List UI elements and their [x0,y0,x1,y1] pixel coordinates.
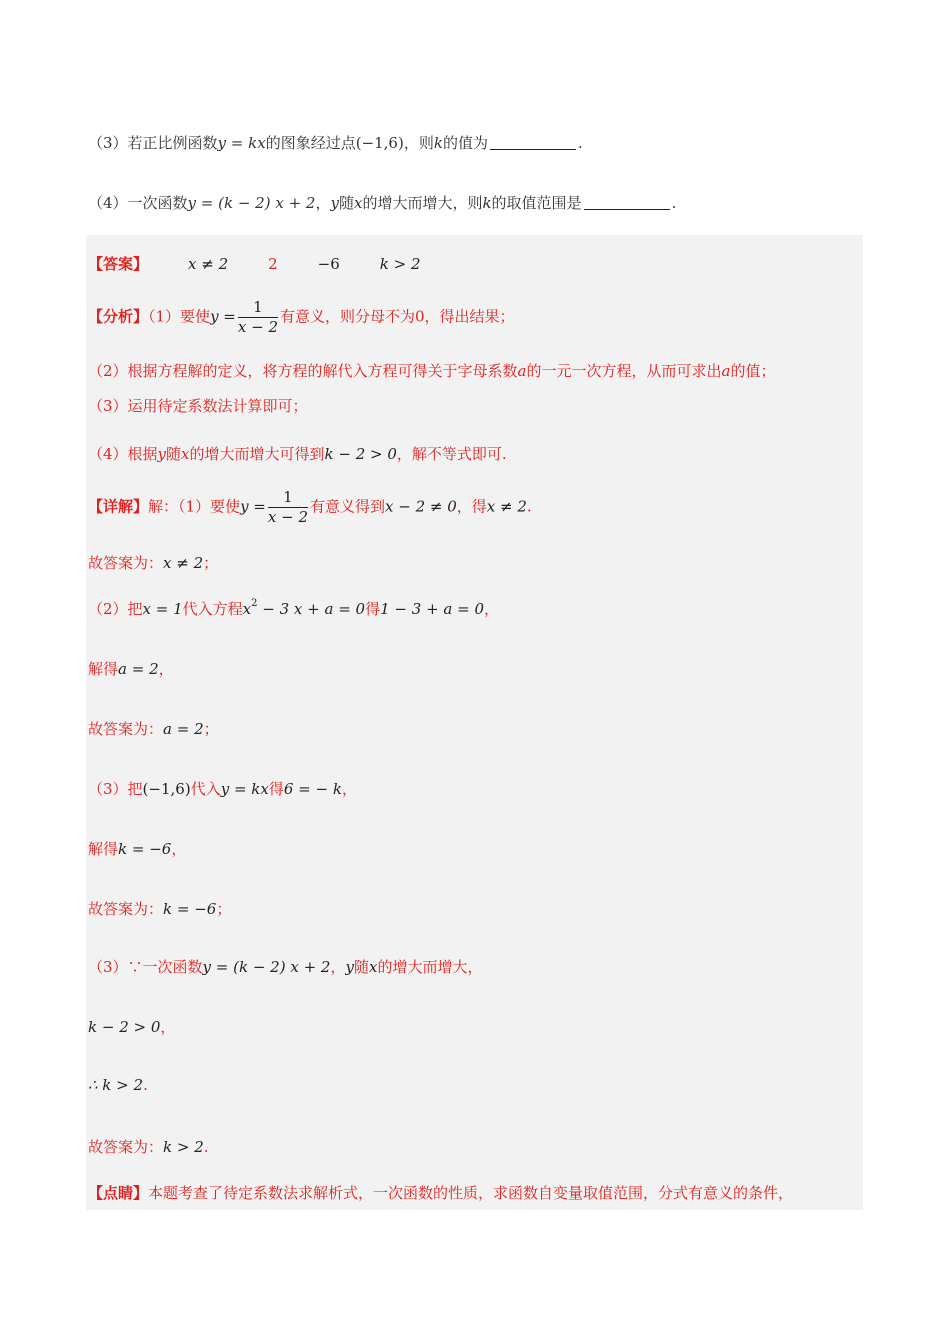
detail-d3-ans: k = −6 [163,900,217,918]
detail-d4-l3: ∴ k > 2 [88,1076,144,1094]
analysis-l2-mid: 的一元一次方程，从而可求出 [526,362,722,380]
q4-end: 的取值范围是 [491,194,582,212]
analysis-fraction [238,300,278,335]
detail-fraction [268,490,308,525]
q4-y: y [330,194,339,212]
q4-answer-blank [584,195,670,210]
analysis-line-2 [88,360,775,381]
detail-d4-ans: k > 2 [163,1138,204,1156]
comment-tag: 【点睛】 [88,1184,149,1202]
answer-1: x ≠ 2 [188,255,229,273]
detail-d2-ans: a = 2 [163,720,204,738]
analysis-line-4 [88,443,507,464]
detail-d1-ans: x ≠ 2 [163,554,204,572]
q4-mid2: 的增大而增大，则 [362,194,483,212]
analysis-l4-mid2: 的增大而增大可得到 [189,445,325,463]
detail-d4-y: y [345,958,354,976]
detail-d2-pre: （2）把 [88,600,143,618]
detail-d4-comma: ， [330,958,346,976]
detail-answer-2 [88,718,219,739]
analysis-l4-end: ，解不等式即可. [396,445,507,463]
detail-d1-end: . [526,497,532,516]
q4-equation: y = (k − 2) x + 2 [187,194,316,212]
q3-end: 的值为 [442,134,488,152]
analysis-l3: （3）运用待定系数法计算即可； [88,397,308,415]
analysis-line-1 [88,300,515,335]
detail-d2-eqa: x [242,600,252,618]
detail-line-4b [88,1016,175,1037]
detail-d2-solve: a = 2 [118,660,159,678]
detail-d2-eq2: 1 − 3 + a = 0 [380,600,484,618]
detail-d4-l2-end: ， [160,1018,176,1036]
detail-d4-l2: k − 2 > 0 [88,1018,161,1036]
detail-line-4 [88,956,482,977]
analysis-l1-eq: y = [210,307,236,326]
detail-fraction-denominator: x − 2 [267,508,308,526]
answer-4: k > 2 [379,255,421,273]
detail-d4-l3-end: . [143,1076,148,1094]
analysis-l4-y: y [157,445,167,463]
analysis-l1-pre: （1）要使 [148,307,211,326]
q3-answer-blank [490,135,576,150]
detail-line-1 [88,490,532,525]
detail-d2-sup: 2 [251,598,258,609]
answer-tag: 【答案】 [88,255,149,273]
analysis-line-3 [88,395,308,416]
detail-d4-mid: 随 [353,958,369,976]
detail-line-3 [88,778,357,799]
detail-answer-4 [88,1136,209,1157]
q3-point: (−1,6) [355,134,404,152]
comment-text: 本题考查了待定系数法求解析式，一次函数的性质，求函数自变量取值范围，分式有意义的条件， [148,1184,794,1202]
detail-d3-solve: k = −6 [118,840,172,858]
analysis-l4-x: x [181,445,190,463]
detail-d3-eq: y = kx [220,780,269,798]
detail-d1-eq: y = [240,497,266,516]
q4-period: . [671,194,677,212]
detail-d4-ans-end: . [203,1138,209,1156]
detail-d2-mid2: 得 [365,600,381,618]
detail-d3-ans-pre: 故答案为： [88,900,164,918]
q4-comma: ， [315,194,331,212]
detail-answer-1 [88,552,218,573]
detail-d1-ans-pre: 故答案为： [88,554,164,572]
detail-d2-eqb: − 3 x + a = 0 [257,600,366,618]
detail-d1-mid2: ，得 [456,497,487,516]
detail-d3-mid: 代入 [190,780,221,798]
analysis-l1-zero: 0 [415,307,425,326]
detail-d1-eq3: x ≠ 2 [486,497,527,516]
detail-fraction-numerator: 1 [268,490,308,508]
detail-line-2 [88,598,499,619]
q3-mid: 的图象经过点 [265,134,356,152]
detail-d3-pre: （3）把 [88,780,143,798]
detail-d2-ans-end: ； [203,720,219,738]
answer-line [88,253,421,274]
q3-var: k [433,134,443,152]
q3-label: （3）若正比例函数 [88,134,218,152]
detail-d2-solve-pre: 解得 [88,660,119,678]
q3-tail: ，则 [403,134,434,152]
analysis-tag: 【分析】 [88,307,149,326]
detail-d4-eq: y = (k − 2) x + 2 [202,958,331,976]
detail-d1-ans-end: ； [203,554,219,572]
detail-d3-point: (−1,6) [142,780,191,798]
detail-d3-mid2: 得 [268,780,284,798]
q3-equation: y = kx [217,134,266,152]
q4-x: x [353,194,363,212]
detail-solve-3 [88,838,186,859]
analysis-l1-end: ，得出结果； [424,307,515,326]
answer-2: 2 [268,255,278,273]
analysis-l2-end: 的值； [730,362,776,380]
comment-line [88,1182,793,1203]
detail-d1-eq2: x − 2 ≠ 0 [385,497,457,516]
q4-mid: 随 [338,194,354,212]
question-3 [88,132,583,153]
analysis-l1-post: 有意义，则分母不为 [279,307,415,326]
detail-d3-ans-end: ； [216,900,232,918]
answer-3: −6 [317,255,340,273]
detail-d1-mid: 有意义得到 [309,497,385,516]
analysis-l2: （2）根据方程解的定义，将方程的解代入方程可得关于字母系数 [88,362,518,380]
detail-d3-solve-pre: 解得 [88,840,119,858]
detail-d4-pre: （3）∵一次函数 [88,958,203,976]
detail-d4-end: 的增大而增大， [377,958,483,976]
detail-d3-eq2: 6 = − k [283,780,342,798]
detail-d3-end: ， [341,780,357,798]
detail-d4-x: x [368,958,378,976]
analysis-l2-a2: a [721,362,731,380]
analysis-l4-mid: 随 [166,445,182,463]
detail-d3-solve-end: ， [171,840,187,858]
detail-d2-eq: x = 1 [142,600,183,618]
detail-d2-end: ， [484,600,500,618]
detail-d2-solve-end: ， [158,660,174,678]
q3-period: . [577,134,583,152]
analysis-l4-eq: k − 2 > 0 [324,445,397,463]
detail-d2-ans-pre: 故答案为： [88,720,164,738]
detail-d1-pre: 解：（1）要使 [148,497,241,516]
detail-answer-3 [88,898,231,919]
analysis-l2-a: a [517,362,527,380]
analysis-l4-pre: （4）根据 [88,445,158,463]
fraction-denominator: x − 2 [237,318,278,336]
detail-d2-mid: 代入方程 [182,600,243,618]
q4-label: （4）一次函数 [88,194,188,212]
q4-k: k [482,194,492,212]
detail-tag: 【详解】 [88,497,149,516]
detail-line-4c [88,1076,148,1094]
detail-solve-2 [88,658,174,679]
question-4 [88,192,676,213]
fraction-numerator: 1 [238,300,278,318]
detail-d4-ans-pre: 故答案为： [88,1138,164,1156]
